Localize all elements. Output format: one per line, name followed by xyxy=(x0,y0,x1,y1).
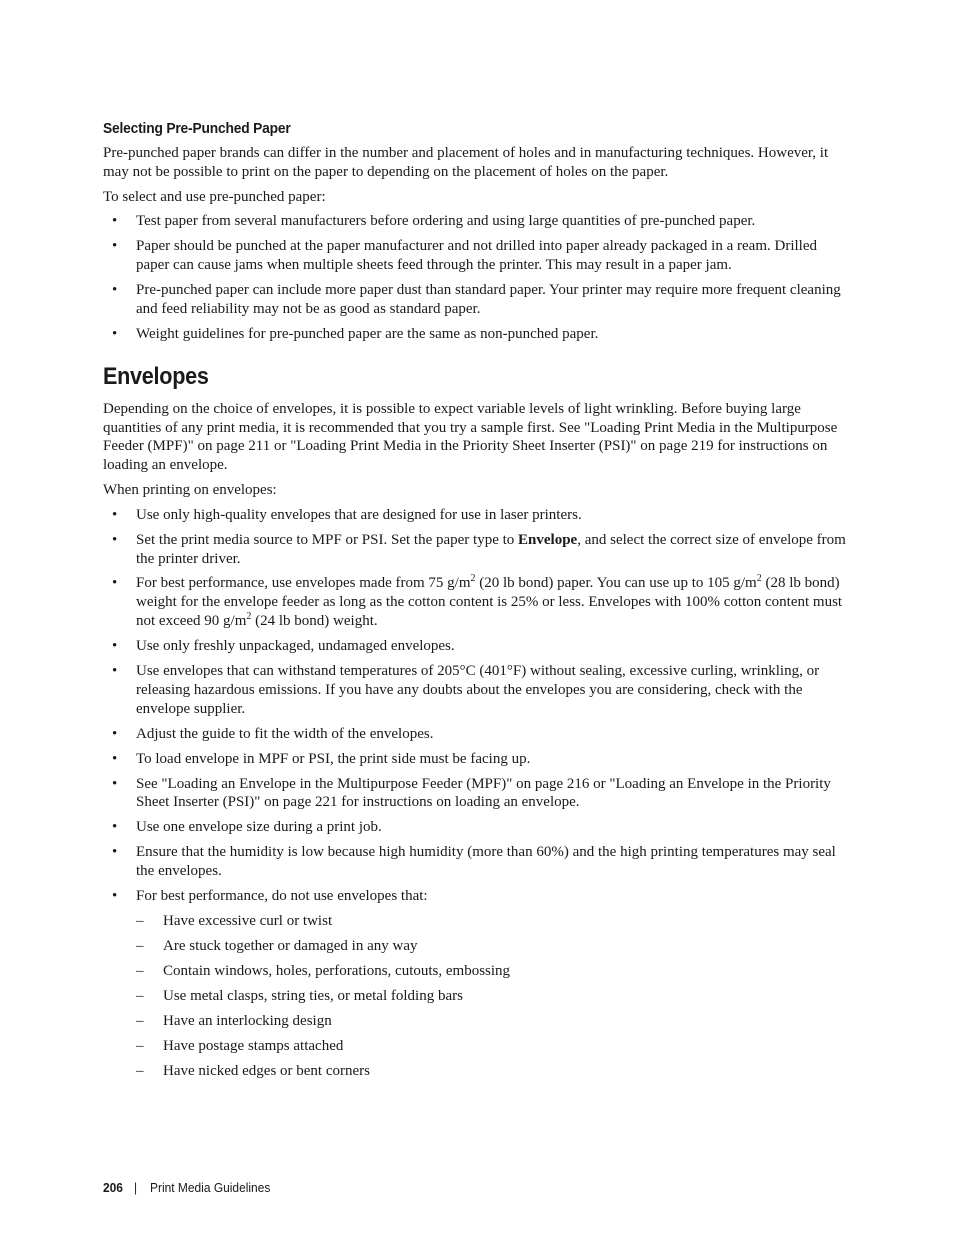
sub-list-item-text: Have an interlocking design xyxy=(163,1012,332,1029)
bullet-icon: • xyxy=(112,282,118,299)
bullet-icon: • xyxy=(112,725,118,742)
list-item-text: (20 lb bond) paper. You can use up to 105 g/m xyxy=(475,575,757,592)
list-item-text: For best performance, use envelopes made from 75 g/m xyxy=(136,575,471,592)
bullet-icon: • xyxy=(112,663,118,680)
sub-list-item-text: Have nicked edges or bent corners xyxy=(163,1062,370,1079)
dash-icon: – xyxy=(136,987,144,1004)
sub-list-item-text: Have excessive curl or twist xyxy=(163,912,333,929)
bullet-icon: • xyxy=(112,819,118,836)
list-item xyxy=(103,843,851,881)
list-item xyxy=(103,887,851,1081)
bullet-icon: • xyxy=(112,888,118,905)
page-content xyxy=(103,120,851,1087)
pre-punched-lead: To select and use pre-punched paper: xyxy=(103,188,326,205)
list-item-text: Pre-punched paper can include more paper dust than standard paper. Your printer may require more frequent cleaning and feed reliability may not be as good as standard paper. xyxy=(136,282,841,317)
list-item-text: Test paper from several manufacturers before ordering and using large quantities of pre-punched paper. xyxy=(136,213,756,230)
envelopes-intro: Depending on the choice of envelopes, it is possible to expect variable levels of light wrinkling. Before buying large quantities of any print media, it is recommended that you try a sample first. See "Loading Print Media in the Multipurpose Feeder (MPF)" on page 211 or "Loading Print Media in the Priority Sheet Inserter (PSI)" on page 219 for instructions on loading an envelope. xyxy=(103,400,838,474)
list-item xyxy=(103,237,851,275)
list-item-text: Ensure that the humidity is low because high humidity (more than 60%) and the high printing temperatures may seal the envelopes. xyxy=(136,844,836,880)
page-number: 206 xyxy=(103,1180,123,1195)
list-item xyxy=(103,750,851,769)
bullet-icon: • xyxy=(112,638,118,655)
bullet-icon: • xyxy=(112,531,118,548)
dash-icon: – xyxy=(136,1062,144,1079)
bullet-icon: • xyxy=(112,238,118,255)
superscript: 2 xyxy=(756,573,762,585)
bullet-icon: • xyxy=(112,325,118,342)
dash-icon: – xyxy=(136,912,144,929)
sub-list-item-text: Contain windows, holes, perforations, cutouts, embossing xyxy=(163,962,511,979)
list-item-text: To load envelope in MPF or PSI, the print side must be facing up. xyxy=(136,750,531,767)
sub-list-item xyxy=(136,937,851,956)
list-item xyxy=(103,818,851,837)
page-footer xyxy=(103,1180,270,1195)
list-item-text: (28 lb bond) weight for the envelope feeder as long as the cotton content is 25% or less. Envelopes with 100% cotton content must not exceed 90 g/m xyxy=(136,575,843,630)
dash-icon: – xyxy=(136,1012,144,1029)
bullet-icon: • xyxy=(112,506,118,523)
bullet-icon: • xyxy=(112,575,118,592)
list-item-text: Weight guidelines for pre-punched paper are the same as non-punched paper. xyxy=(136,325,599,342)
sub-list-item-text: Have postage stamps attached xyxy=(163,1037,344,1054)
list-item xyxy=(103,506,851,525)
list-item xyxy=(103,775,851,813)
superscript: 2 xyxy=(246,611,252,623)
bullet-icon: • xyxy=(112,750,118,767)
sub-list-item xyxy=(136,912,851,931)
list-item xyxy=(103,574,851,630)
bullet-icon: • xyxy=(112,213,118,230)
list-item-text: , and select the correct size of envelope from the printer driver. xyxy=(136,531,846,567)
sub-list-item-text: Are stuck together or damaged in any way xyxy=(163,937,418,954)
pre-punched-list xyxy=(103,212,851,343)
sub-list-item xyxy=(136,1012,851,1031)
section-heading-pre-punched: Selecting Pre-Punched Paper xyxy=(103,120,291,137)
bullet-icon: • xyxy=(112,844,118,861)
list-item xyxy=(103,662,851,718)
footer-separator: | xyxy=(134,1180,138,1195)
list-item-text: Adjust the guide to fit the width of the envelopes. xyxy=(136,725,434,742)
list-item xyxy=(103,637,851,656)
pre-punched-intro: Pre-punched paper brands can differ in the number and placement of holes and in manufacturing techniques. However, it may not be possible to print on the paper to depending on the placement of holes on the paper. xyxy=(103,145,829,180)
envelope-paper-type: Envelope xyxy=(518,531,578,548)
list-item-text: Use envelopes that can withstand temperatures of 205°C (401°F) without sealing, excessive curling, wrinkling, or releasing hazardous emissions. If you have any doubts about the envelopes you are considering, check with the envelope supplier. xyxy=(136,663,820,717)
envelopes-list xyxy=(103,506,851,1081)
section-heading-envelopes: Envelopes xyxy=(103,362,209,390)
envelopes-avoid-list xyxy=(136,912,851,1081)
list-item xyxy=(103,212,851,231)
dash-icon: – xyxy=(136,1037,144,1054)
sub-list-item xyxy=(136,1037,851,1056)
list-item xyxy=(103,281,851,319)
sub-list-item-text: Use metal clasps, string ties, or metal folding bars xyxy=(163,987,463,1004)
list-item-text: (24 lb bond) weight. xyxy=(251,613,378,630)
envelopes-lead: When printing on envelopes: xyxy=(103,481,277,498)
list-item-text: Use one envelope size during a print job. xyxy=(136,819,382,836)
list-item-text: Use only high-quality envelopes that are designed for use in laser printers. xyxy=(136,506,582,523)
sub-list-item xyxy=(136,987,851,1006)
list-item xyxy=(103,325,851,344)
list-item-text: For best performance, do not use envelopes that: xyxy=(136,888,428,905)
list-item xyxy=(103,725,851,744)
dash-icon: – xyxy=(136,937,144,954)
footer-title: Print Media Guidelines xyxy=(150,1180,271,1195)
list-item-text: Paper should be punched at the paper manufacturer and not drilled into paper already packaged in a ream. Drilled paper can cause jams when multiple sheets feed through the printer. This may result in a paper jam. xyxy=(136,238,817,274)
list-item xyxy=(103,531,851,569)
sub-list-item xyxy=(136,962,851,981)
list-item-text: See "Loading an Envelope in the Multipurpose Feeder (MPF)" on page 216 or "Loading an Envelope in the Priority Sheet Inserter (PSI)" on page 221 for instructions on loading an envelope. xyxy=(136,775,831,811)
list-item-text: Use only freshly unpackaged, undamaged envelopes. xyxy=(136,638,455,655)
list-item-text: Set the print media source to MPF or PSI. Set the paper type to xyxy=(136,531,519,548)
superscript: 2 xyxy=(470,573,476,585)
sub-list-item xyxy=(136,1062,851,1081)
dash-icon: – xyxy=(136,962,144,979)
bullet-icon: • xyxy=(112,775,118,792)
